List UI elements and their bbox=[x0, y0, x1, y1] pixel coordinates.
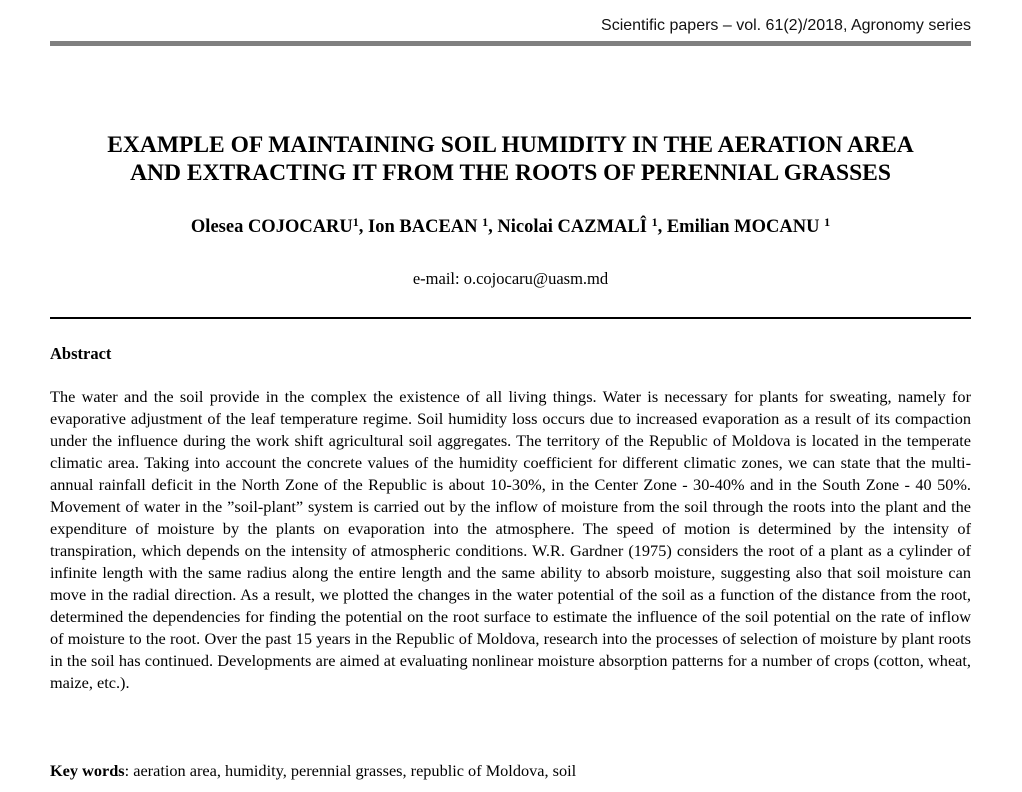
header-divider bbox=[50, 41, 971, 46]
title-line-2: AND EXTRACTING IT FROM THE ROOTS OF PERENNIAL GRASSES bbox=[130, 160, 891, 186]
affiliation-mark: 1 bbox=[482, 215, 489, 229]
keywords-text: : aeration area, humidity, perennial grasses, republic of Moldova, soil bbox=[124, 761, 577, 780]
author: Ion BACEAN $^1$, bbox=[368, 215, 498, 237]
section-divider bbox=[50, 317, 971, 319]
keywords-label: Key words bbox=[50, 761, 125, 780]
running-header: Scientific papers – vol. 61(2)/2018, Agronomy series bbox=[601, 17, 971, 34]
abstract-heading: Abstract bbox=[50, 344, 112, 363]
affiliation-mark: 1 bbox=[651, 215, 658, 229]
title-line-1: EXAMPLE OF MAINTAINING SOIL HUMIDITY IN THE AERATION AREA bbox=[107, 132, 914, 158]
author: Emilian MOCANU $^1$ bbox=[666, 215, 831, 237]
paper-title bbox=[50, 131, 971, 187]
affiliation-mark: 1 bbox=[824, 215, 831, 229]
affiliation-mark: 1 bbox=[352, 215, 359, 229]
contact-email: e-mail: o.cojocaru@uasm.md bbox=[412, 269, 609, 288]
author-list bbox=[50, 215, 971, 238]
abstract-body: The water and the soil provide in the complex the existence of all living things. Water is necessary for plants for sweating, namely for evaporative adjustment of the leaf temperature regime. Soil humidity loss occurs due to increased evaporation as a result of its compaction under the influence during the work shift agricultural soil aggregates. The territory of the Republic of Moldova is located in the temperate climatic area. Taking into account the concrete values of the humidity coefficient for different climatic zones, we can state that the multi-annual rainfall deficit in the North Zone of the Republic is about 10-30%, in the Center Zone - 30-40% and in the South Zone - 40 50%. Movement of water in the ”soil-plant” system is carried out by the inflow of moisture from the soil through the roots into the plant and the expenditure of moisture by the plants on evaporation into the atmosphere. The speed of motion is determined by the intensity of transpiration, which depends on the intensity of atmospheric conditions. W.R. Gardner (1975) considers the root of a plant as a cylinder of infinite length with the same radius along the entire length and the same ability to absorb moisture, suggesting also that soil moisture can move in the radial direction. As a result, we plotted the changes in the water potential of the soil as a function of the distance from the root, determined the dependencies for finding the potential on the root surface to estimate the influence of the soil potential on the rate of inflow of moisture to the root. Over the past 15 years in the Republic of Moldova, research into the processes of selection of moisture by plant roots in the soil has continued. Developments are aimed at evaluating nonlinear moisture absorption patterns for a number of crops (cotton, wheat, maize, etc.). bbox=[50, 387, 971, 692]
author: Nicolai CAZMALÎ $^1$, bbox=[497, 215, 667, 237]
keywords bbox=[50, 761, 971, 781]
author: Olesea COJOCARU$^1$, bbox=[190, 215, 369, 237]
